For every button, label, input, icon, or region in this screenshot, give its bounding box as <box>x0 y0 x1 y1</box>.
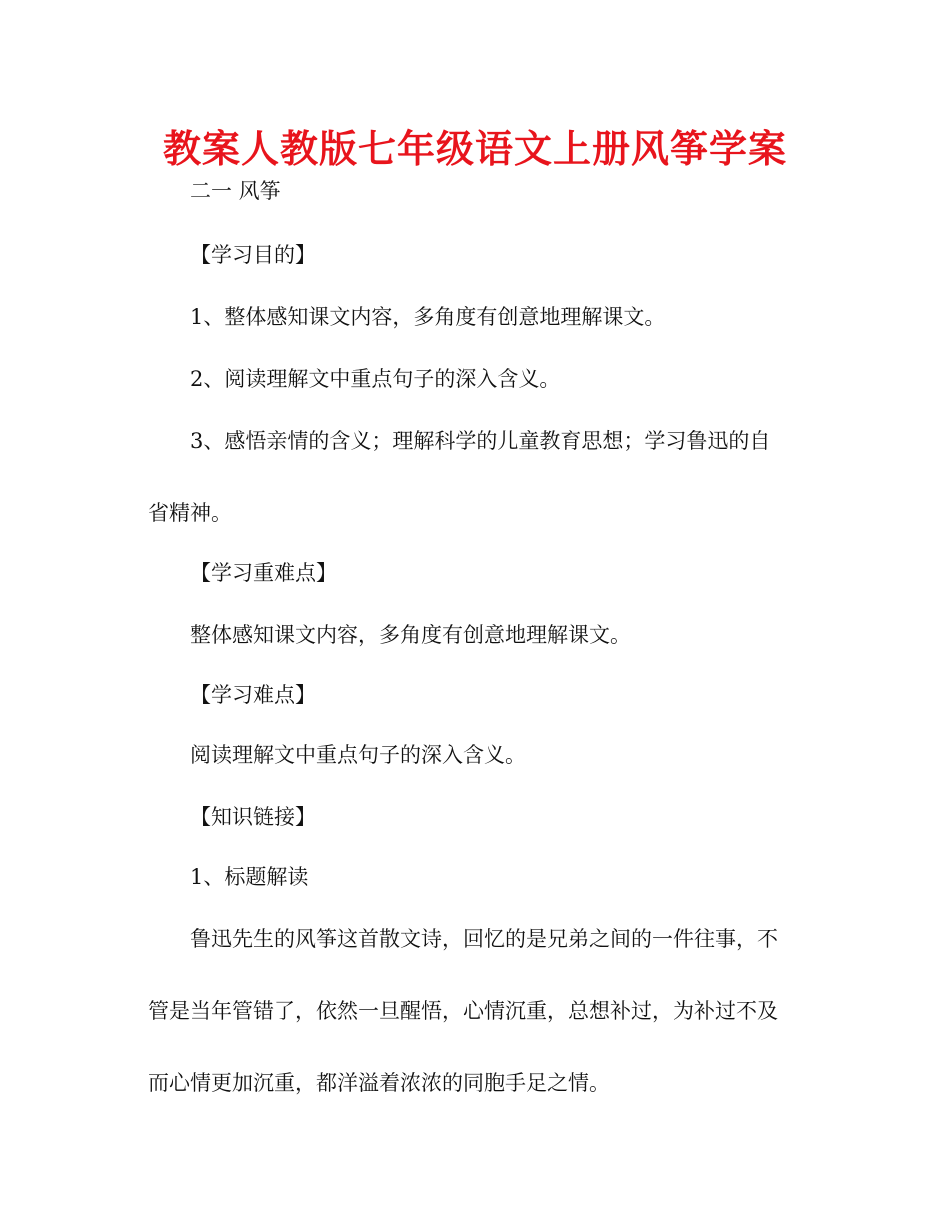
goal-item-3: 3、感悟亲情的含义；理解科学的儿童教育思想；学习鲁迅的自 <box>190 429 771 453</box>
section-heading-key-points: 【学习重难点】 <box>190 561 337 585</box>
paragraph-line-1: 鲁迅先生的风筝这首散文诗，回忆的是兄弟之间的一件往事，不 <box>190 927 778 951</box>
paragraph-line-2: 管是当年管错了，依然一旦醒悟，心情沉重，总想补过，为补过不及 <box>148 999 778 1023</box>
knowledge-item-1: 1、标题解读 <box>190 865 309 889</box>
difficulty-text: 阅读理解文中重点句子的深入含义。 <box>190 743 526 767</box>
lesson-heading: 二一 风筝 <box>190 179 281 203</box>
section-heading-knowledge-link: 【知识链接】 <box>190 805 316 829</box>
document-title: 教案人教版七年级语文上册风筝学案 <box>162 127 787 171</box>
paragraph-line-3: 而心情更加沉重，都洋溢着浓浓的同胞手足之情。 <box>148 1071 610 1095</box>
goal-item-1: 1、整体感知课文内容，多角度有创意地理解课文。 <box>190 305 666 329</box>
goal-item-3-continued: 省精神。 <box>148 501 232 525</box>
section-heading-difficulties: 【学习难点】 <box>190 683 316 707</box>
key-point-text: 整体感知课文内容，多角度有创意地理解课文。 <box>190 623 631 647</box>
section-heading-goals: 【学习目的】 <box>190 243 316 267</box>
goal-item-2: 2、阅读理解文中重点句子的深入含义。 <box>190 367 561 391</box>
